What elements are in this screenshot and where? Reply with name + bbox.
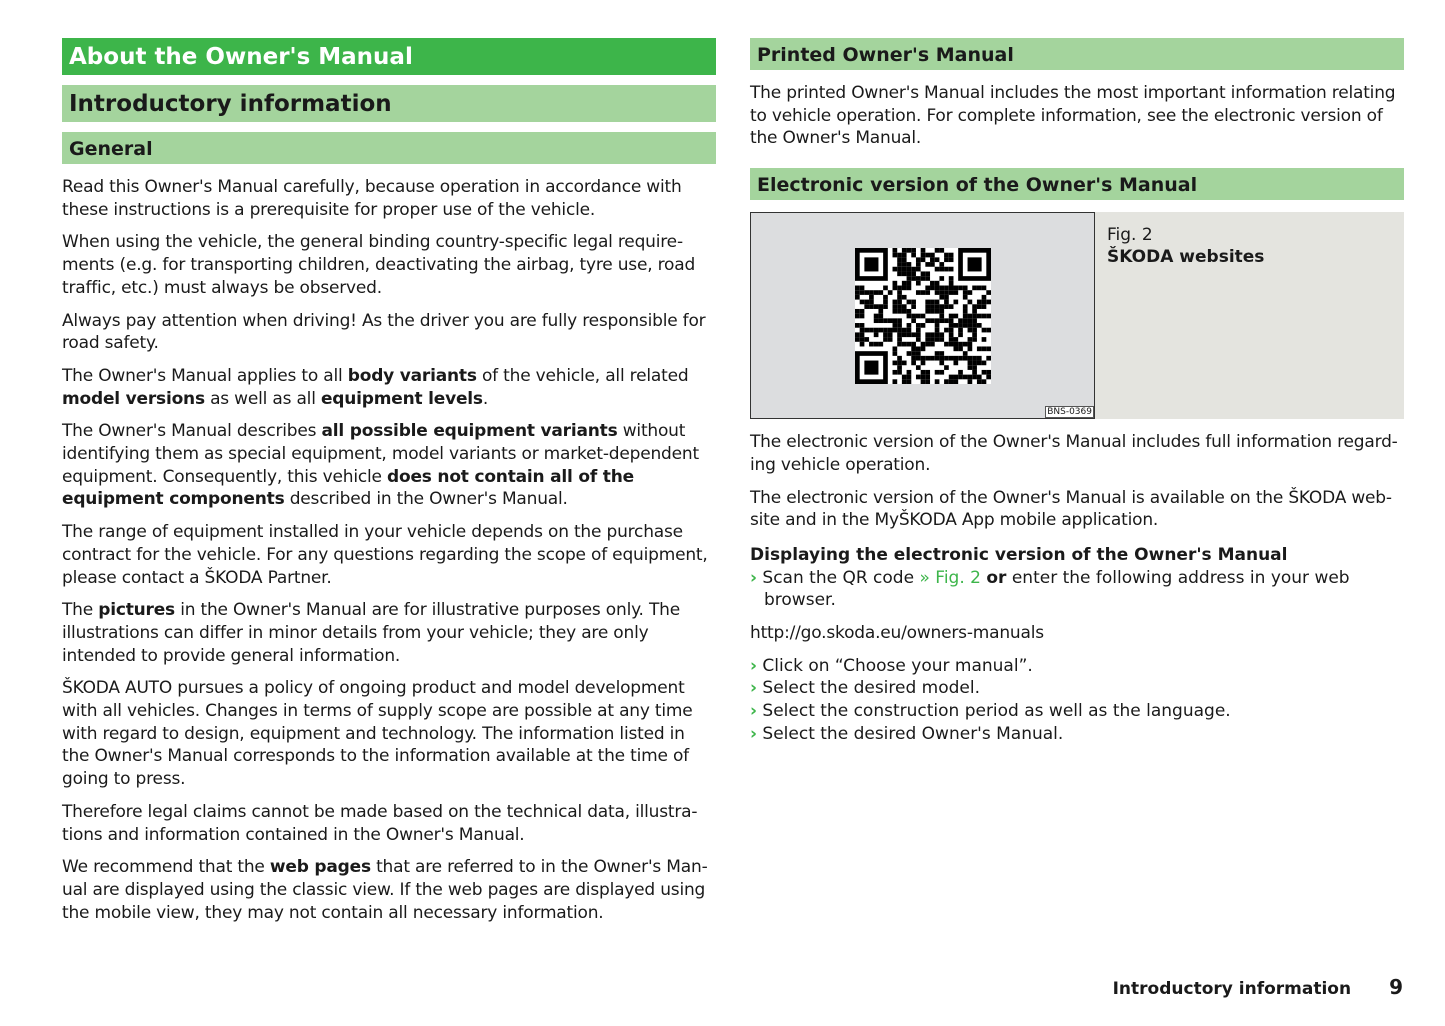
figure-code: BNS-0369 — [1047, 407, 1092, 418]
paragraph: The Owner's Manual applies to all body variants of the vehicle, all related model versions as well as all equipment levels. — [62, 365, 689, 409]
step-scan: › Scan the QR code » Fig. 2 or enter the following address in your web browser. — [750, 567, 1350, 611]
page-footer — [1113, 975, 1403, 999]
right-column — [750, 38, 1404, 746]
step-item: › Select the construction period as well as the language. — [750, 701, 1231, 722]
subsection-title: General — [62, 132, 716, 164]
step-bullet-icon: › — [750, 567, 758, 588]
step-item: › Select the desired Owner's Manual. — [750, 723, 1064, 744]
steps-list — [750, 655, 1404, 746]
electronic-text-2: The electronic version of the Owner's Manual is available on the ŠKODA website and in the MyŠKODA App mobile application. — [750, 487, 1393, 531]
figure-title: ŠKODA websites — [1107, 247, 1265, 268]
general-paragraphs — [62, 176, 716, 924]
paragraph: Therefore legal claims cannot be made based on the technical data, illustrations and information contained in the Owner's Manual. — [62, 801, 698, 845]
paragraph: Read this Owner's Manual carefully, because operation in accordance with these instructions is a prerequisite for proper use of the vehicle. — [62, 177, 682, 220]
electronic-manual-title: Electronic version of the Owner's Manual — [750, 168, 1404, 200]
step-bullet-icon: › — [750, 678, 758, 699]
step-bullet-icon: › — [750, 655, 758, 676]
paragraph: The pictures in the Owner's Manual are for illustrative purposes only. The illustrations can differ in minor details from your vehicle; they are only intended to provide general information. — [62, 600, 680, 666]
paragraph: The range of equipment installed in your vehicle depends on the purchase contract for the vehicle. For any questions regarding the scope of equipment, please contact a ŠKODA Partner. — [62, 522, 708, 588]
page-number: 9 — [1389, 975, 1403, 999]
paragraph: When using the vehicle, the general binding country-specific legal requirements (e.g. for transporting children, deactivating the airbag, tyre use, road traffic, etc.) must always be observed. — [62, 232, 696, 298]
left-column — [62, 38, 716, 934]
figure-2 — [750, 212, 1404, 419]
paragraph: We recommend that the web pages that are referred to in the Owner's Manual are displayed using the classic view. If the web pages are displayed using the mobile view, they may not contain all necessary information. — [62, 857, 708, 923]
section-title: Introductory information — [62, 85, 716, 122]
display-heading: Displaying the electronic version of the Owner's Manual — [750, 544, 1288, 565]
fig-2-link[interactable]: » Fig. 2 — [919, 567, 981, 588]
figure-caption — [1095, 212, 1404, 419]
paragraph: The Owner's Manual describes all possible equipment variants without identifying them as special equipment, model variants or market-dependent equipment. Consequently, this vehicle does not contain all of the equipment components described in the Owner's Manual. — [62, 421, 699, 510]
step-item: › Select the desired model. — [750, 678, 981, 699]
step-bullet-icon: › — [750, 723, 758, 744]
qr-figure — [750, 212, 1095, 419]
chapter-title: About the Owner's Manual — [62, 38, 716, 75]
electronic-text-1: The electronic version of the Owner's Manual includes full information regarding vehicle operation. — [750, 432, 1398, 475]
qr-code-icon — [855, 248, 991, 384]
paragraph: ŠKODA AUTO pursues a policy of ongoing product and model development with all vehicles. Changes in terms of supply scope are possible at any time with regard to design, equipment and technology. The information listed in the Owner's Manual corresponds to the information available at the time of going to press. — [62, 678, 693, 790]
step-item: › Click on “Choose your manual”. — [750, 655, 1033, 676]
step-bullet-icon: › — [750, 701, 758, 722]
paragraph: Always pay attention when driving! As the driver you are fully responsible for road safety. — [62, 310, 706, 354]
manual-url[interactable]: http://go.skoda.eu/owners-manuals — [750, 623, 1044, 644]
printed-manual-title: Printed Owner's Manual — [750, 38, 1404, 70]
figure-label: Fig. 2 — [1107, 225, 1153, 246]
printed-manual-text: The printed Owner's Manual includes the most important information relating to vehicle operation. For complete information, see the electronic version of the Owner's Manual. — [750, 83, 1396, 149]
footer-section: Introductory information — [1112, 979, 1352, 999]
